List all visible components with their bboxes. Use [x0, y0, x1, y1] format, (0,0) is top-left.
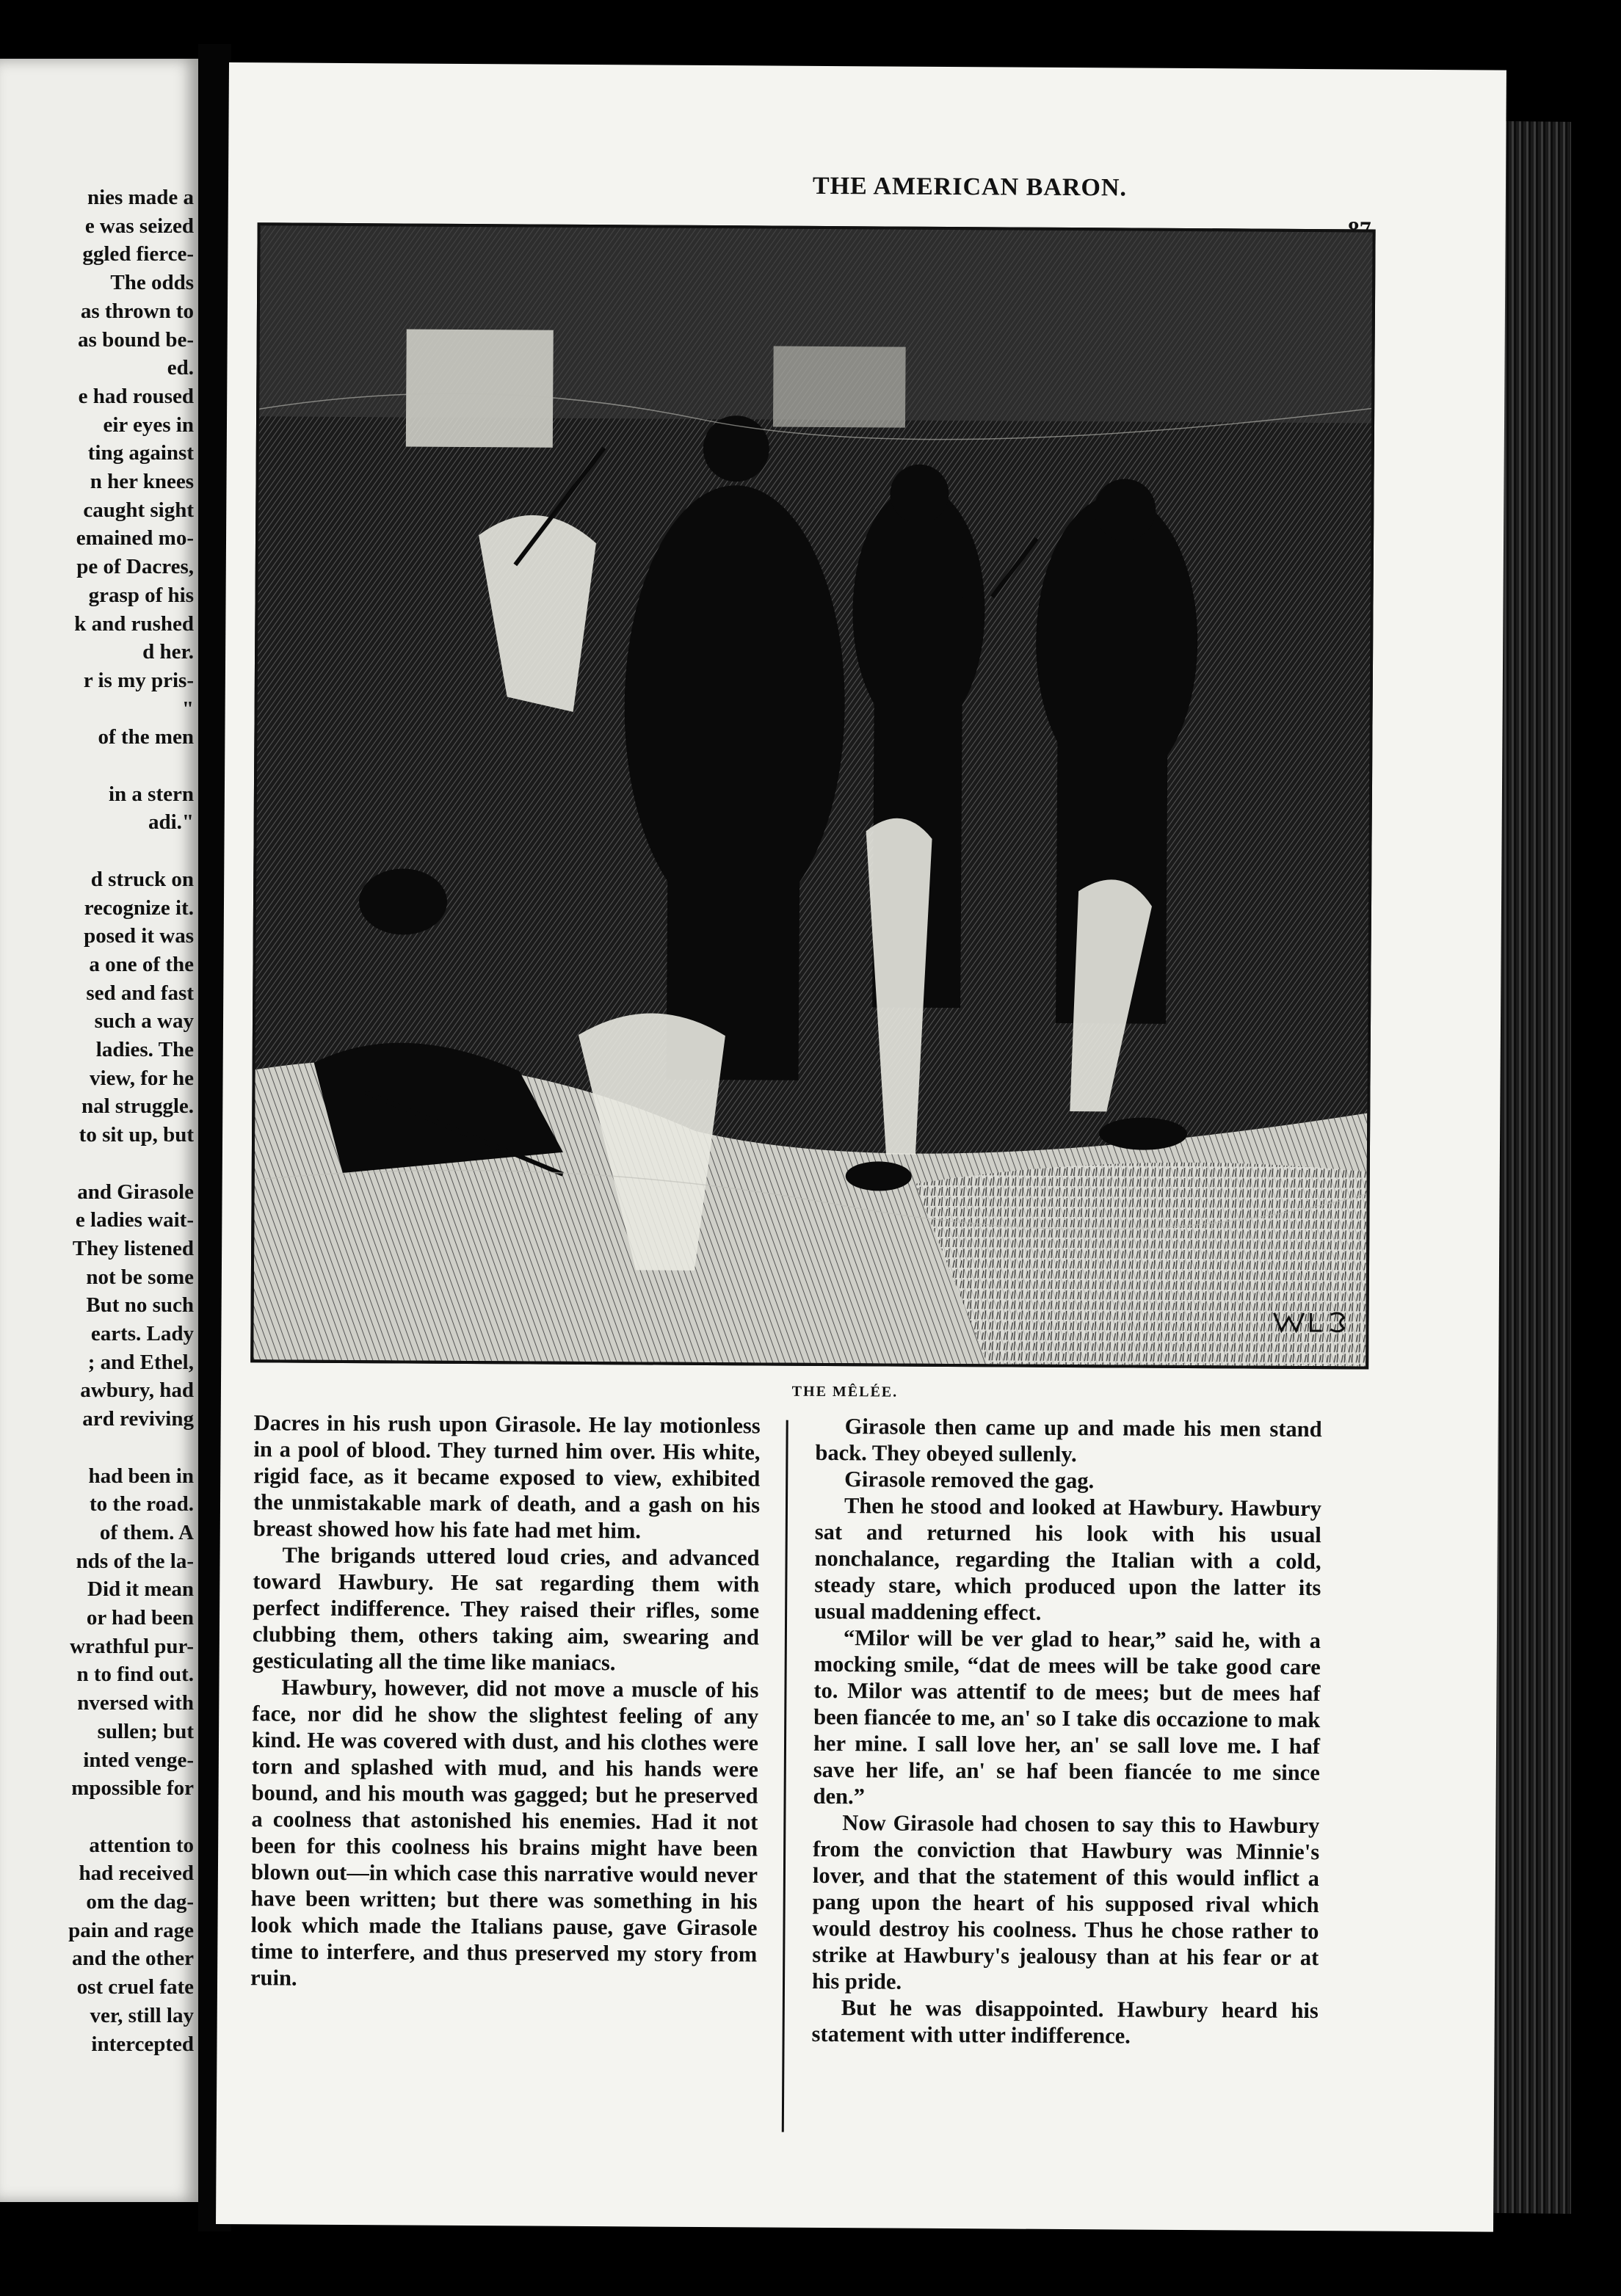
previous-page-line: ggled fierce- — [82, 242, 194, 266]
previous-page-line: ard reviving — [82, 1407, 194, 1431]
previous-page-line: earts. Lady — [90, 1322, 194, 1345]
previous-page-line: a one of the — [89, 952, 194, 976]
paragraph: Hawbury, however, did not move a muscle of his face, nor did he show the slightest feeling of any kind. He was covered with dust, and his clothes were torn and splashed with mud, and his hands were bound, and his mouth was gagged; but he preserved a coolness that astonished his enemies. Had it not been for this coolness his brains might have been blown out—in which case this narrative would never have been written; but there was something in his look which made the Italians pause, gave Girasole time to interfere, and thus preserved my story from ruin. — [250, 1674, 759, 1991]
previous-page-line: as bound be- — [78, 327, 194, 352]
previous-page-line: r is my pris- — [83, 668, 194, 692]
illustration-caption: THE MÊLÉE. — [791, 1383, 899, 1401]
previous-page-line: e was seized — [84, 214, 194, 238]
melee-engraving — [253, 225, 1372, 1366]
previous-page-line: But no such — [86, 1293, 194, 1318]
previous-page-line: awbury, had — [80, 1378, 194, 1403]
previous-page-line: nversed with — [77, 1691, 194, 1715]
previous-page-line: and the other — [72, 1947, 194, 1971]
previous-page-line: had been in — [88, 1464, 194, 1488]
paragraph: “Milor will be ver glad to hear,” said he, with a mocking smile, “dat de mees will be take good care to. Milor was attentif to de mees; but de mees haf been fiancée to me, an' so I take dis occazione to mak her mine. I sall love her, an' se sall love me. I haf save her life, an' se haf been fiancée to me since den.” — [813, 1625, 1321, 1809]
previous-page-line: pe of Dacres, — [76, 555, 194, 579]
previous-page-line: sed and fast — [86, 981, 194, 1005]
previous-page-line: or had been — [86, 1606, 194, 1630]
previous-page-line: inted venge- — [83, 1748, 194, 1772]
right-text-column — [811, 1413, 1321, 2050]
previous-page-fragment — [0, 59, 198, 2202]
paragraph: Dacres in his rush upon Girasole. He lay motionless in a pool of blood. They turned him over. His white, rigid face, as it became exposed to view, exhibited the unmistakable mark of death, and a gash on his breast showed how his fate had met him. — [253, 1410, 761, 1544]
paragraph: Now Girasole had chosen to say this to Hawbury from the conviction that Hawbury was Minnie's lover, and that the statement of this would inflict a pang upon the heart of his supposed rival which would destroy his coolness. Thus he chose rather to strike at Hawbury's jealousy than at his fear or at his pride. — [811, 1810, 1320, 1994]
previous-page-line: wrathful pur- — [70, 1634, 194, 1658]
previous-page-line: such a way — [94, 1009, 194, 1033]
previous-page-line: not be some — [86, 1265, 194, 1289]
column-divider — [782, 1420, 788, 2132]
previous-page-line: " — [181, 697, 194, 721]
previous-page-line: ver, still lay — [90, 2003, 194, 2027]
previous-page-line: mpossible for — [71, 1776, 194, 1801]
previous-page-line: as thrown to — [80, 299, 194, 323]
previous-page-line: view, for he — [89, 1066, 194, 1090]
previous-page-line: eir eyes in — [103, 413, 194, 437]
paragraph: Girasole then came up and made his men stand back. They obeyed sullenly. — [815, 1414, 1322, 1467]
previous-page-line: posed it was — [84, 924, 194, 948]
paragraph: But he was disappointed. Hawbury heard his statement with utter indifference. — [811, 1995, 1319, 2049]
artist-monogram — [1270, 1307, 1351, 1337]
previous-page-line: ; and Ethel, — [87, 1350, 194, 1374]
previous-page-line: They listened — [72, 1236, 194, 1260]
previous-page-line: nies made a — [87, 186, 194, 209]
paragraph: Girasole removed the gag. — [844, 1467, 1095, 1494]
previous-page-line: to the road. — [89, 1492, 194, 1516]
previous-page-line: adi." — [148, 810, 194, 835]
previous-page-line: ed. — [167, 356, 194, 380]
previous-page-line: sullen; but — [97, 1719, 194, 1743]
previous-page-line: ting against — [87, 441, 194, 465]
previous-page-line: d her. — [142, 640, 194, 664]
previous-page-line: d struck on — [90, 867, 194, 891]
previous-page-line: Did it mean — [87, 1577, 194, 1602]
left-text-column — [250, 1409, 761, 1994]
previous-page-line: recognize it. — [84, 895, 194, 920]
previous-page-line: om the dag- — [86, 1890, 194, 1914]
previous-page-line: nds of the la- — [76, 1549, 194, 1573]
previous-page-line: nal struggle. — [81, 1094, 194, 1119]
artist-signature — [1270, 1307, 1351, 1337]
previous-page-line: ost cruel fate — [76, 1975, 194, 1999]
previous-page-line: n to find out. — [76, 1663, 194, 1687]
previous-page-line: to sit up, but — [79, 1123, 194, 1147]
previous-page-line: The odds — [110, 271, 194, 295]
previous-page-line: and Girasole — [77, 1180, 194, 1204]
previous-page-line: attention to — [89, 1833, 194, 1857]
previous-page-line: of the men — [98, 725, 194, 749]
previous-page-line: intercepted — [91, 2032, 194, 2056]
engraving-illustration — [250, 222, 1375, 1369]
previous-page-line: pain and rage — [68, 1918, 194, 1942]
previous-page-line: in a stern — [109, 782, 194, 806]
previous-page-line: e ladies wait- — [75, 1208, 194, 1232]
paragraph: The brigands uttered loud cries, and advanced toward Hawbury. He sat regarding them with perfect indifference. They raised their rifles, some clubbing them, others taking aim, swearing and gesticulating all the time like maniacs. — [252, 1542, 760, 1676]
previous-page-line: had received — [79, 1861, 194, 1886]
previous-page-line: of them. A — [99, 1520, 194, 1544]
previous-page-line: n her knees — [90, 470, 194, 493]
previous-page-line: e had roused — [78, 384, 194, 408]
previous-page-line: ladies. The — [95, 1038, 194, 1061]
previous-page-line: emained mo- — [76, 526, 194, 551]
previous-page-line: grasp of his — [88, 583, 194, 607]
previous-page-line: k and rushed — [74, 611, 194, 636]
book-page — [216, 62, 1506, 2232]
previous-page-line: caught sight — [83, 498, 194, 522]
paragraph: Then he stood and looked at Hawbury. Hawbury sat and returned his look with his usual nonchalance, regarding the Italian with a cold, steady stare, which produced upon the latter its usual maddening effect. — [814, 1493, 1322, 1625]
running-head: THE AMERICAN BARON. — [812, 172, 1128, 202]
